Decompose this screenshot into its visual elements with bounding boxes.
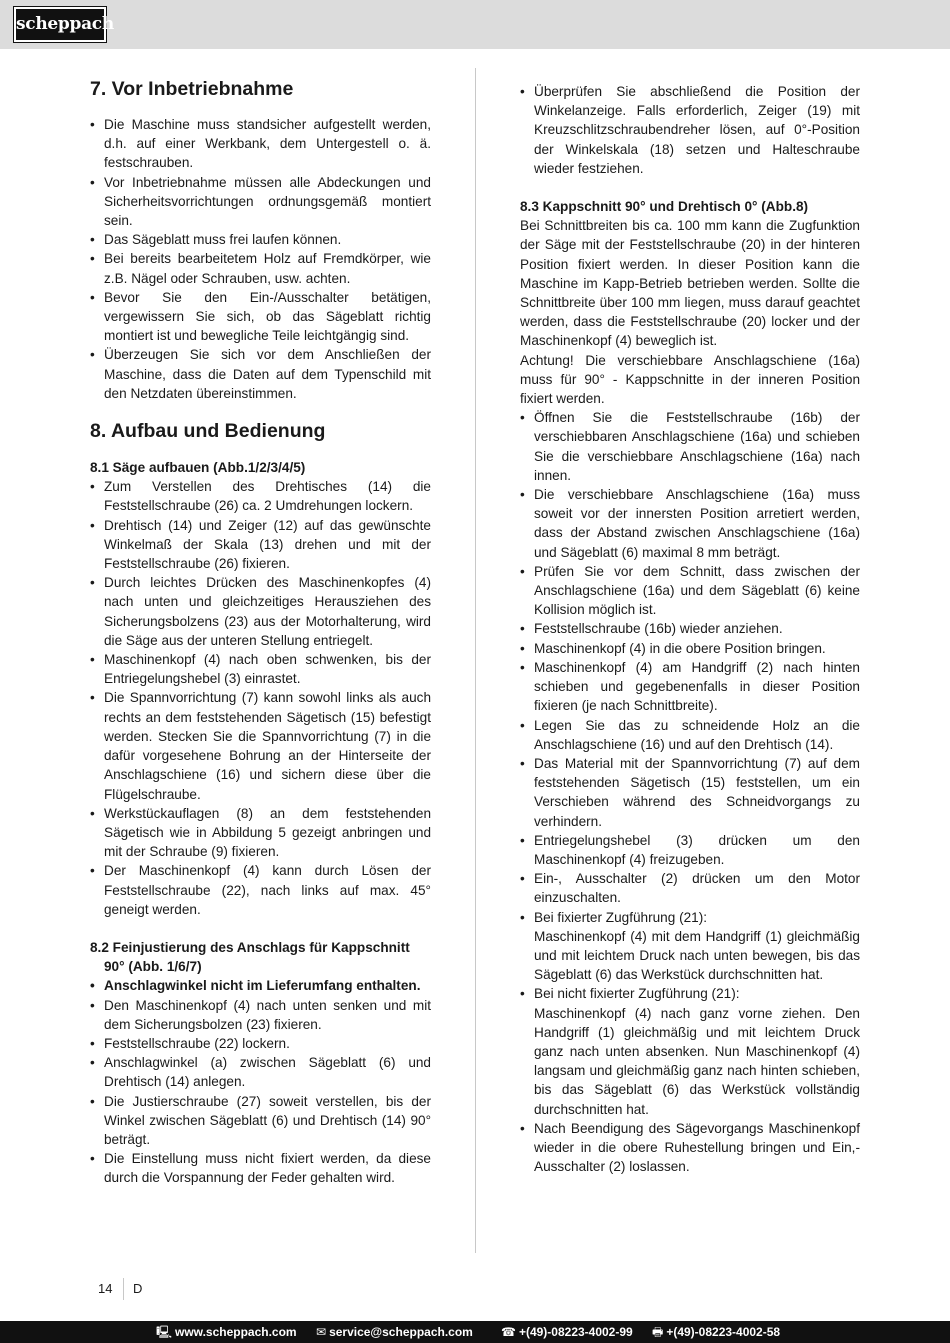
section-7-list bbox=[90, 115, 431, 403]
list-item: • Überprüfen Sie abschließend die Position der Winkelanzeige. Falls erforderlich, Zeiger (19) mit Kreuzschlitzschraubendreher lösen, auf 0°-Position der Winkelskala (18) setzen und Halteschraube wieder festziehen. bbox=[520, 82, 860, 178]
continued-list bbox=[520, 82, 860, 178]
list-item: • Maschinenkopf (4) in die obere Position bringen. bbox=[520, 639, 860, 658]
list-item: • Nach Beendigung des Sägevorgangs Maschinenkopf wieder in die obere Ruhestellung bringen und Ein,- Ausschalter (2) loslassen. bbox=[520, 1119, 860, 1177]
list-item-bold: • Anschlagwinkel nicht im Lieferumfang enthalten. bbox=[90, 976, 431, 995]
list-item: • Anschlagwinkel (a) zwischen Sägeblatt (6) und Drehtisch (14) anlegen. bbox=[90, 1053, 431, 1091]
fax-icon: 🖶 bbox=[652, 1325, 664, 1339]
list-item: • Drehtisch (14) und Zeiger (12) auf das gewünschte Winkelmaß der Skala (13) drehen und mit der Feststellschraube (26) fixieren. bbox=[90, 516, 431, 574]
brand-logo: scheppach bbox=[14, 7, 106, 42]
list-item-free-guide bbox=[520, 984, 860, 1118]
spacer bbox=[520, 178, 860, 197]
page-number: 14 bbox=[98, 1281, 113, 1296]
list-item: • Das Material mit der Spannvorrichtung (7) auf dem feststehenden Sägetisch (15) feststellen, um ein Verschieben während des Schneidvorgangs zu verhindern. bbox=[520, 754, 860, 831]
list-item: • Prüfen Sie vor dem Schnitt, dass zwischen der Anschlagschiene (16a) und dem Sägeblatt (6) keine Kollision möglich ist. bbox=[520, 562, 860, 620]
fax-contact bbox=[652, 1321, 780, 1343]
list-item: • Feststellschraube (22) lockern. bbox=[90, 1034, 431, 1053]
list-item: • Feststellschraube (16b) wieder anziehen. bbox=[520, 619, 860, 638]
section-8-3-list bbox=[520, 408, 860, 1176]
item-heading: • Bei fixierter Zugführung (21): bbox=[534, 909, 708, 925]
list-item: • Das Sägeblatt muss frei laufen können. bbox=[90, 230, 431, 249]
email-link[interactable]: service@scheppach.com bbox=[329, 1325, 473, 1339]
phone-number: +(49)-08223-4002-99 bbox=[518, 1325, 633, 1339]
section-7-title: 7. Vor Inbetriebnahme bbox=[90, 78, 294, 100]
section-8-1-title: 8.1 Säge aufbauen (Abb.1/2/3/4/5) bbox=[90, 460, 306, 476]
section-8-2-list bbox=[90, 976, 431, 1187]
website-contact[interactable] bbox=[156, 1321, 297, 1343]
column-divider bbox=[475, 68, 476, 1253]
left-column bbox=[90, 77, 431, 1188]
phone-contact bbox=[501, 1321, 633, 1343]
item-body: Maschinenkopf (4) mit dem Handgriff (1) gleichmäßig und mit leichtem Druck nach unten bewegen, bis das Sägeblatt (6) das Werkstück durchschnitten hat. bbox=[534, 928, 860, 983]
right-column bbox=[520, 82, 860, 1176]
list-item: • Bevor Sie den Ein-/Ausschalter betätigen, vergewissern Sie sich, ob das Sägeblatt richtig montiert ist und bewegliche Teile leichtgängig sind. bbox=[90, 288, 431, 346]
section-8-title: 8. Aufbau und Bedienung bbox=[90, 420, 326, 443]
mail-icon: ✉ bbox=[316, 1325, 327, 1339]
list-item: • Öffnen Sie die Feststellschraube (16b) der verschiebbaren Anschlagschiene (16a) und schieben Sie die verschiebbare Anschlagschiene (16a) nach innen. bbox=[520, 408, 860, 485]
spacer bbox=[90, 919, 431, 938]
section-8-1-list bbox=[90, 477, 431, 919]
language-code: D bbox=[133, 1281, 143, 1296]
list-item: • Entriegelungshebel (3) drücken um den Maschinenkopf (4) freizugeben. bbox=[520, 831, 860, 869]
list-item: • Die Justierschraube (27) soweit verstellen, bis der Winkel zwischen Sägeblatt (6) und Drehtisch (14) 90° beträgt. bbox=[90, 1092, 431, 1150]
list-item: • Überzeugen Sie sich vor dem Anschließen der Maschine, dass die Daten auf dem Typenschild mit den Netzdaten übereinstimmen. bbox=[90, 345, 431, 403]
list-item: • Die verschiebbare Anschlagschiene (16a) muss soweit vor der innersten Position arretiert werden, dass der Abstand zwischen Anschlagschiene (16a) und Sägeblatt (6) maximal 8 mm beträgt. bbox=[520, 485, 860, 562]
email-contact[interactable] bbox=[316, 1321, 473, 1343]
list-item: • Maschinenkopf (4) nach oben schwenken, bis der Entriegelungshebel (3) einrastet. bbox=[90, 650, 431, 688]
list-item: • Bei bereits bearbeitetem Holz auf Fremdkörper, wie z.B. Nägel oder Schrauben, usw. achten. bbox=[90, 249, 431, 287]
fax-number: +(49)-08223-4002-58 bbox=[666, 1325, 781, 1339]
footer-divider bbox=[123, 1278, 124, 1300]
list-item: • Zum Verstellen des Drehtisches (14) die Feststellschraube (26) ca. 2 Umdrehungen lockern. bbox=[90, 477, 431, 515]
header-band bbox=[0, 0, 950, 49]
computer-icon: 🖳 bbox=[156, 1325, 173, 1339]
paragraph: Bei Schnittbreiten bis ca. 100 mm kann die Zugfunktion der Säge mit der Feststellschraube (20) in der hinteren Position fixiert werden. In dieser Position kann die Maschine im Kapp-Betrieb betrieben werden. Sollte die Schnittbreite über 100 mm liegen, muss darauf geachtet werden, dass die Feststellschraube (20) locker und der Maschinenkopf (4) beweglich ist. bbox=[520, 218, 860, 349]
contact-bar bbox=[0, 1321, 950, 1343]
list-item: • Der Maschinenkopf (4) kann durch Lösen der Feststellschraube (22), nach links auf max. 45° geneigt werden. bbox=[90, 861, 431, 919]
list-item: • Die Einstellung muss nicht fixiert werden, da diese durch die Vorspannung der Feder gehalten wird. bbox=[90, 1149, 431, 1187]
list-item: • Werkstückauflagen (8) an dem feststehenden Sägetisch wie in Abbildung 5 gezeigt anbringen und mit der Schraube (9) fixieren. bbox=[90, 804, 431, 862]
item-heading: • Bei nicht fixierter Zugführung (21): bbox=[534, 986, 740, 1002]
list-item: • Die Maschine muss standsicher aufgestellt werden, d.h. auf einer Werkbank, dem Untergestell o. ä. festschrauben. bbox=[90, 115, 431, 173]
list-item: • Legen Sie das zu schneidende Holz an die Anschlagschiene (16) und auf den Drehtisch (14). bbox=[520, 716, 860, 754]
warning-paragraph: Achtung! Die verschiebbare Anschlagschiene (16a) muss für 90° - Kappschnitte in der inneren Position fixiert werden. bbox=[520, 352, 860, 407]
website-link[interactable]: www.scheppach.com bbox=[175, 1325, 297, 1339]
list-item-fixed-guide bbox=[520, 908, 860, 985]
list-item: • Den Maschinenkopf (4) nach unten senken und mit dem Sicherungsbolzen (23) fixieren. bbox=[90, 996, 431, 1034]
list-item: • Vor Inbetriebnahme müssen alle Abdeckungen und Sicherheitsvorrichtungen ordnungsgemäß montiert sein. bbox=[90, 173, 431, 231]
section-8-2-title: 8.2 Feinjustierung des Anschlags für Kappschnitt 90° (Abb. 1/6/7) bbox=[90, 939, 410, 975]
list-item: • Die Spannvorrichtung (7) kann sowohl links als auch rechts an dem feststehenden Sägetisch (15) befestigt werden. Stecken Sie die Spannvorrichtung (7) in die dafür vorgesehene Bohrung an der Hinterseite der Anschlagschiene (16) und sichern diese über die Flügelschraube. bbox=[90, 688, 431, 803]
phone-icon: ☎ bbox=[501, 1325, 516, 1339]
list-item: • Maschinenkopf (4) am Handgriff (2) nach hinten schieben und gegebenenfalls in dieser Position fixieren (je nach Schnittbreite). bbox=[520, 658, 860, 716]
list-item: • Ein-, Ausschalter (2) drücken um den Motor einzuschalten. bbox=[520, 869, 860, 907]
section-8-3-title: 8.3 Kappschnitt 90° und Drehtisch 0° (Abb.8) bbox=[520, 199, 809, 215]
list-item: • Durch leichtes Drücken des Maschinenkopfes (4) nach unten und gleichzeitiges Herausziehen des Sicherungsbolzens (23) aus der Motorhalterung, wird die Säge aus der unteren Stellung entriegelt. bbox=[90, 573, 431, 650]
item-body: Maschinenkopf (4) nach ganz vorne ziehen. Den Handgriff (1) gleichmäßig und mit leichtem Druck ganz nach unten absenken. Nun Maschinenkopf (4) langsam und gleichmäßig ganz nach hinten schieben, bis das Sägeblatt (6) das Werkstück vollständig durchschnitten hat. bbox=[534, 1005, 860, 1117]
